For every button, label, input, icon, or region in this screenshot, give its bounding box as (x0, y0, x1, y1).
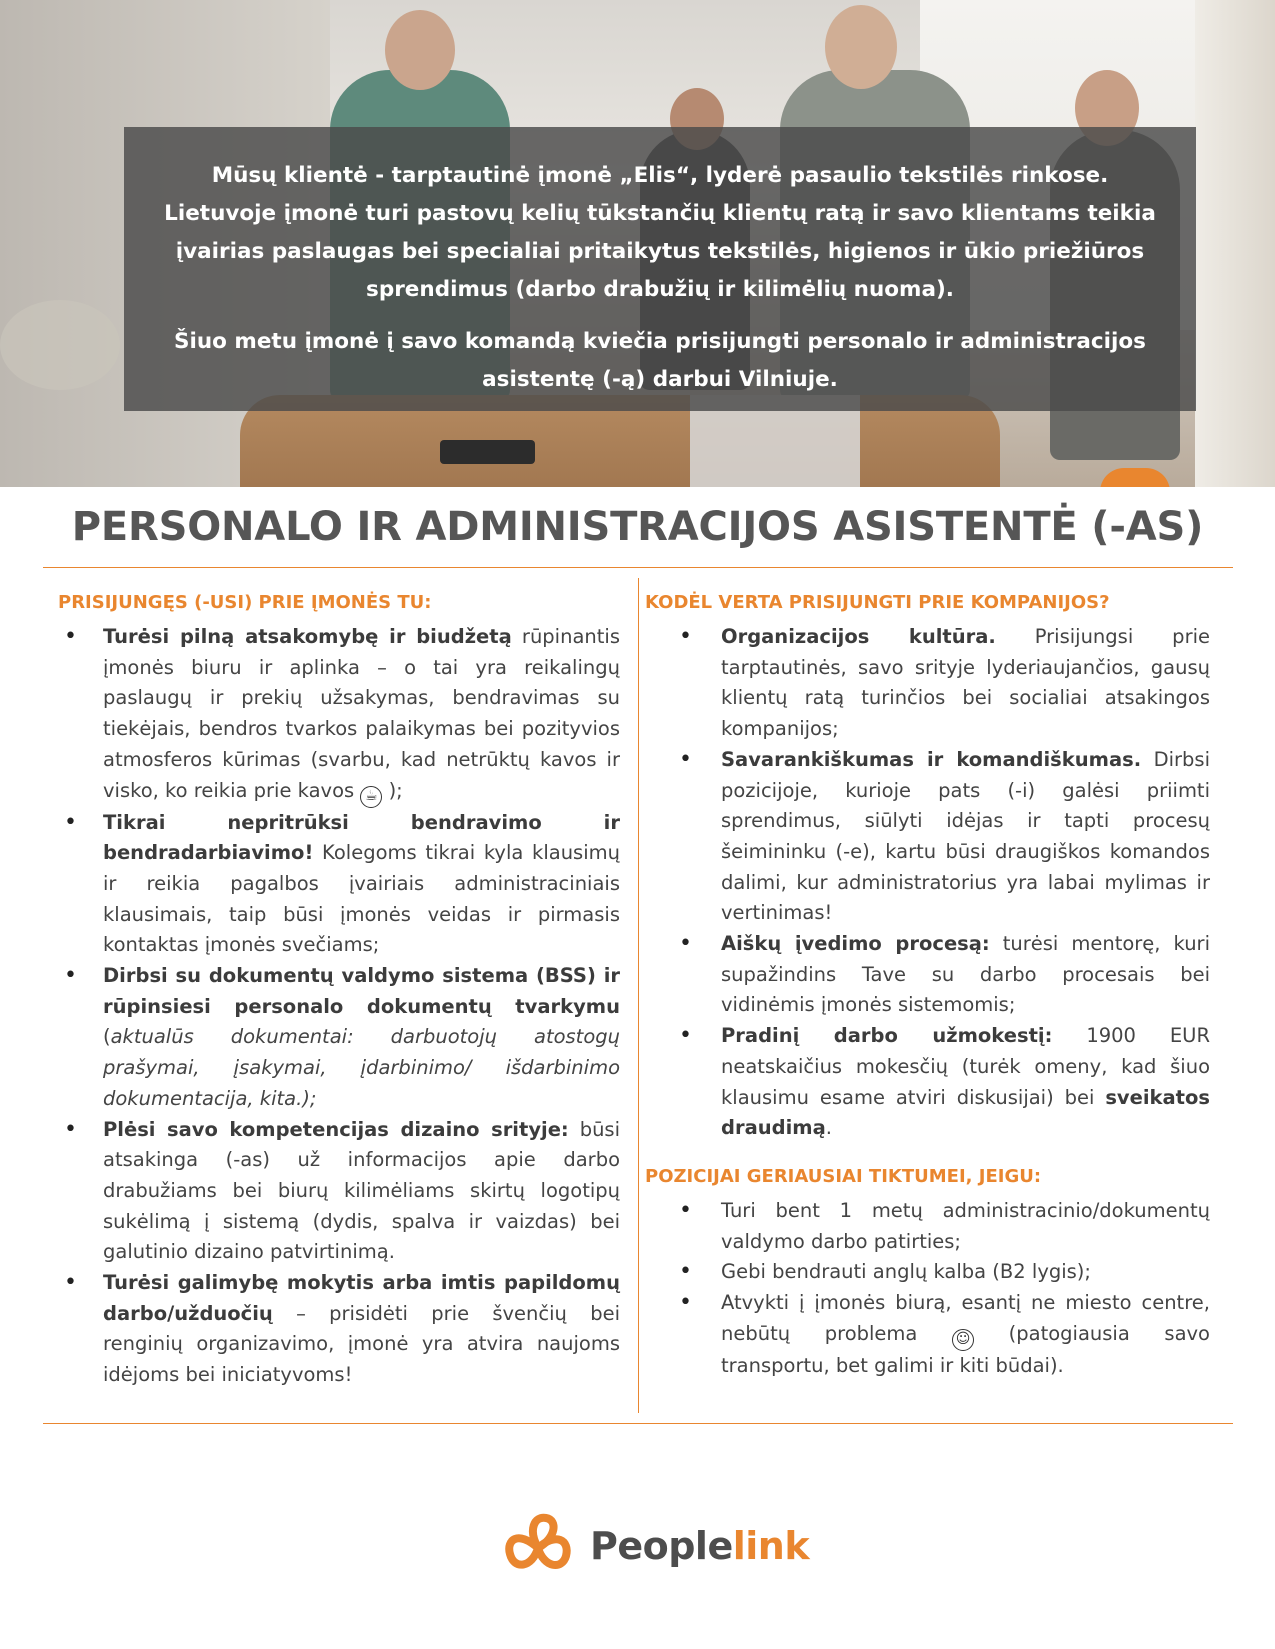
section-heading-responsibilities: PRISIJUNGĘS (-USI) PRIE ĮMONĖS TU: (58, 592, 432, 613)
hero-intro-box (124, 127, 1196, 411)
left-column (58, 590, 620, 1391)
list-item: • Dirbsi su dokumentų valdymo sistema (BSS) ir rūpinsiesi personalo dokumentų tvarkymu (aktualūs dokumentai: darbuotojų atostogų prašymai, įsakymai, įdarbinimo/ išdarbinimo dokumentacija, kita.); (64, 963, 620, 1110)
bullet-icon: • (64, 809, 77, 835)
bullet-icon: • (64, 1270, 77, 1296)
hero-paragraph-1: Mūsų klientė - tarptautinė įmonė „Elis“, lyderė pasaulio tekstilės rinkose. Lietuvoje įmonė turi pastovų kelių tūkstančių klientų ratą ir savo klientams teikia įvairias paslaugas bei specialiai pritaikytus tekstilės, higienos ir ūkio priežiūros sprendimus (darbo drabužių ir kilimėlių nuoma). (164, 163, 1156, 302)
hero-photo (0, 0, 1275, 487)
bullet-icon: • (679, 624, 692, 649)
hero-paragraph-2: Šiuo metu įmonė į savo komandą kviečia prisijungti personalo ir administracijos asistentę (-ą) darbui Vilniuje. (174, 329, 1146, 392)
list-item: • Aiškų įvedimo procesą: turėsi mentorę, kuri supažindins Tave su darbo procesais bei vidinėmis įmonės sistemomis; (679, 931, 1210, 1017)
bullet-icon: • (64, 963, 77, 989)
peoplelink-logo (498, 1510, 810, 1586)
divider-bottom (43, 1423, 1233, 1424)
section-heading-requirements: POZICIJAI GERIAUSIAI TIKTUMEI, JEIGU: (645, 1165, 1042, 1187)
right-column (645, 590, 1210, 1381)
divider-vertical (638, 578, 639, 1413)
peoplelink-logo-mark-icon (498, 1510, 578, 1586)
benefits-list (645, 622, 1210, 1144)
logo-wordmark: Peoplelink (590, 1524, 810, 1568)
responsibilities-list (58, 622, 620, 1391)
list-item: • Savarankiškumas ir komandiškumas. Dirbsi pozicijoje, kurioje pats (-i) galėsi priimti sprendimus, siūlyti idėjas ir tapti procesų šeimininku (-e), kartu būsi draugiškos komandos dalimi, kur administratorius yra labai mylimas ir vertinimas! (679, 746, 1210, 925)
list-item: • Turėsi pilną atsakomybę ir biudžetą rūpinantis įmonės biuru ir aplinka – o tai yra reikalingų paslaugų ir prekių užsakymas, bendravimas su tiekėjais, bendros tvarkos palaikymas bei pozityvios atmosferos kūrimas (svarbu, kad netrūktų kavos ir visko, ko reikia prie kavos ☕ ); (58, 622, 620, 808)
divider-top (43, 567, 1233, 568)
bullet-icon: • (679, 931, 692, 957)
bullet-icon: • (679, 1023, 692, 1049)
list-item: • Turėsi galimybę mokytis arba imtis papildomų darbo/užduočių – prisidėti prie švenčių bei renginių organizavimo, įmonė yra atvira naujoms idėjoms bei iniciatyvoms! (64, 1270, 620, 1387)
requirements-list (645, 1196, 1210, 1382)
bullet-icon: • (679, 1197, 692, 1223)
list-item: • Gebi bendrauti anglų kalba (B2 lygis); (645, 1257, 1210, 1288)
bullet-icon: • (679, 1290, 692, 1316)
list-item: • Plėsi savo kompetencijas dizaino srityje: būsi atsakinga (-as) už informacijos apie darbo drabužiams bei biurų kilimėliams skirtų logotipų sukėlimą į sistemą (dydis, spalva ir vaizdas) bei galutinio dizaino patvirtinimą. (64, 1116, 621, 1264)
list-item: • Tikrai nepritrūksi bendravimo ir bendradarbiavimo! Kolegoms tikrai kyla klausimų ir reikia pagalbos įvairiais administraciniais klausimais, taip būsi įmonės veidas ir pirmasis kontaktas įmonės svečiams; (64, 809, 620, 957)
list-item: • Organizacijos kultūra. Prisijungsi prie tarptautinės, savo srityje lyderiaujančios, gausų klientų ratą turinčios bei socialiai atsakingos kompanijos; (679, 624, 1210, 741)
bullet-icon: • (64, 1116, 77, 1142)
bullet-icon: • (679, 746, 692, 772)
bullet-icon: • (679, 1259, 692, 1285)
job-title: PERSONALO IR ADMINISTRACIJOS ASISTENTĖ (-AS) (71, 504, 1204, 550)
list-item: • Atvykti į įmonės biurą, esantį ne miesto centre, nebūtų problema ☺ (patogiausia savo transportu, bet galimi ir kiti būdai). (679, 1290, 1210, 1377)
coffee-emoji-icon: ☕ (360, 786, 382, 808)
smile-emoji-icon: ☺ (952, 1329, 974, 1351)
bullet-icon: • (64, 624, 77, 649)
list-item: • Pradinį darbo užmokestį: 1900 EUR neatskaičius mokesčių (turėk omeny, kad šiuo klausimu esame atviri diskusijai) bei sveikatos draudimą. (679, 1023, 1210, 1140)
section-heading-why-join: KODĖL VERTA PRISIJUNGTI PRIE KOMPANIJOS? (645, 592, 1110, 613)
list-item: • Turi bent 1 metų administracinio/dokumentų valdymo darbo patirties; (679, 1197, 1210, 1253)
